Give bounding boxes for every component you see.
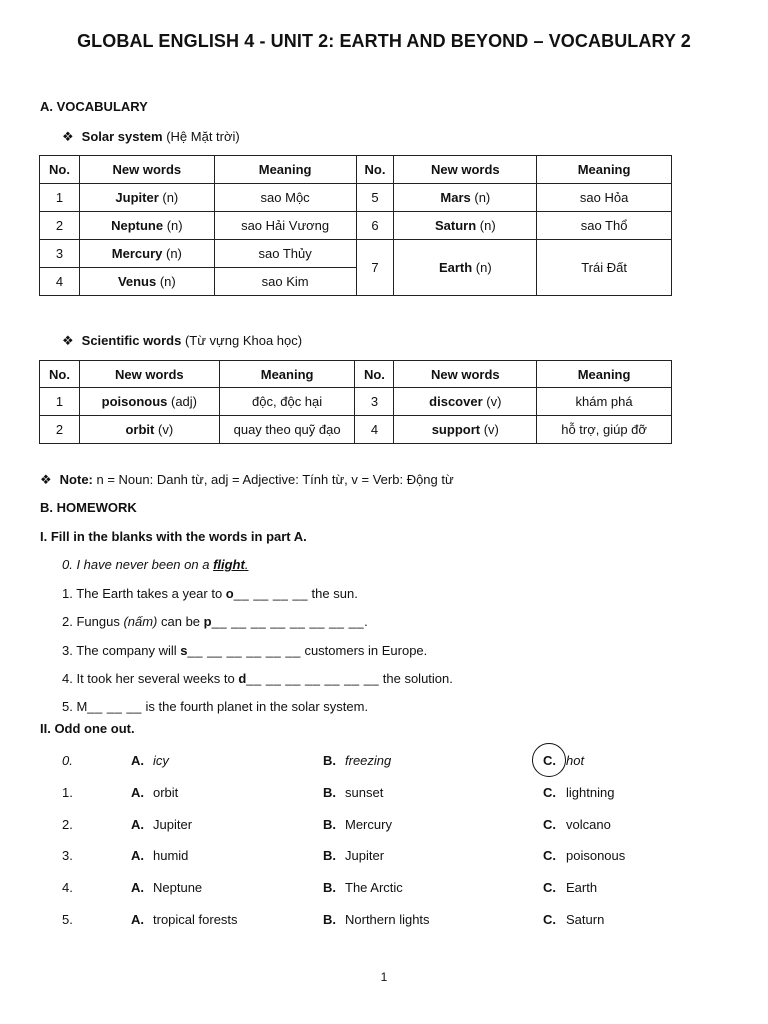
cell-meaning: sao Hải Vương <box>214 212 356 240</box>
option-letter-a: A. <box>131 912 144 927</box>
odd-row <box>62 753 682 773</box>
page-number: 1 <box>380 970 388 984</box>
table-row <box>40 212 672 240</box>
option-letter-b: B. <box>323 753 336 768</box>
row-number: 3. <box>62 848 73 863</box>
option-a: orbit <box>153 785 179 800</box>
heading-bold: Solar system <box>81 129 163 144</box>
scientific-words-table <box>39 360 672 444</box>
cell-meaning: sao Thổ <box>537 212 672 240</box>
cell-no: 4 <box>40 268 80 296</box>
header-no: No. <box>40 361 80 388</box>
fill-item-5: 5. M__ __ __ is the fourth planet in the solar system. <box>62 699 369 714</box>
cell-word: Mars (n) <box>394 184 537 212</box>
option-letter-b: B. <box>323 785 336 800</box>
odd-row <box>62 785 682 805</box>
table-row <box>40 416 672 444</box>
section-b-heading: B. HOMEWORK <box>40 500 137 515</box>
cell-no: 4 <box>355 416 394 444</box>
option-a: icy <box>153 753 169 768</box>
option-b: The Arctic <box>345 880 403 895</box>
option-c: poisonous <box>566 848 626 863</box>
row-number: 4. <box>62 880 73 895</box>
example-answer: flight <box>213 557 245 572</box>
cell-word: orbit (v) <box>79 416 219 444</box>
option-letter-a: A. <box>131 817 144 832</box>
option-b: Jupiter <box>345 848 385 863</box>
option-c: Earth <box>566 880 598 895</box>
option-letter-b: B. <box>323 817 336 832</box>
odd-row <box>62 817 682 837</box>
option-b: sunset <box>345 785 384 800</box>
cell-word: Earth (n) <box>394 240 537 296</box>
cell-word: Saturn (n) <box>394 212 537 240</box>
cell-meaning: sao Kim <box>214 268 356 296</box>
option-b: Mercury <box>345 817 392 832</box>
option-letter-c: C. <box>543 817 556 832</box>
header-new-words: New words <box>79 156 214 184</box>
diamond-bullet-icon: ❖ <box>40 472 52 487</box>
option-b: Northern lights <box>345 912 430 927</box>
header-no: No. <box>40 156 80 184</box>
fill-item-3: 3. The company will s__ __ __ __ __ __ customers in Europe. <box>62 643 428 658</box>
cell-word: Venus (n) <box>79 268 214 296</box>
part2-heading: II. Odd one out. <box>40 721 135 736</box>
option-letter-c: C. <box>543 753 556 768</box>
note-text: n = Noun: Danh từ, adj = Adjective: Tính từ, v = Verb: Động từ <box>92 472 454 487</box>
option-a: Neptune <box>153 880 203 895</box>
answer-circle <box>532 743 566 777</box>
cell-no: 3 <box>355 388 394 416</box>
note-label: Note: <box>59 472 93 487</box>
cell-meaning: khám phá <box>537 388 672 416</box>
header-meaning: Meaning <box>537 361 672 388</box>
option-letter-a: A. <box>131 753 144 768</box>
fill-item-1: 1. The Earth takes a year to o__ __ __ __ the sun. <box>62 586 358 601</box>
header-no: No. <box>355 361 394 388</box>
row-number: 2. <box>62 817 73 832</box>
cell-word: discover (v) <box>394 388 537 416</box>
cell-meaning: sao Hỏa <box>537 184 672 212</box>
table-row <box>40 388 672 416</box>
cell-no: 1 <box>40 184 80 212</box>
header-meaning: Meaning <box>537 156 672 184</box>
option-a: humid <box>153 848 189 863</box>
scientific-words-heading <box>62 333 302 349</box>
header-no: No. <box>356 156 394 184</box>
cell-word: support (v) <box>394 416 537 444</box>
header-new-words: New words <box>394 156 537 184</box>
cell-no: 7 <box>356 240 394 296</box>
row-number: 1. <box>62 785 73 800</box>
table-row <box>40 240 672 268</box>
option-letter-c: C. <box>543 912 556 927</box>
cell-meaning: hỗ trợ, giúp đỡ <box>537 416 672 444</box>
option-b: freezing <box>345 753 392 768</box>
option-letter-a: A. <box>131 848 144 863</box>
option-letter-b: B. <box>323 848 336 863</box>
header-meaning: Meaning <box>214 156 356 184</box>
heading-rest: (Hệ Mặt trời) <box>162 129 240 144</box>
cell-no: 1 <box>40 388 80 416</box>
cell-word: Jupiter (n) <box>79 184 214 212</box>
cell-meaning: độc, độc hại <box>219 388 355 416</box>
cell-meaning: sao Mộc <box>214 184 356 212</box>
option-letter-b: B. <box>323 880 336 895</box>
option-letter-c: C. <box>543 880 556 895</box>
part1-heading: I. Fill in the blanks with the words in part A. <box>40 529 307 544</box>
header-new-words: New words <box>394 361 537 388</box>
option-a: tropical forests <box>153 912 238 927</box>
cell-meaning: sao Thủy <box>214 240 356 268</box>
row-number: 0. <box>62 753 73 768</box>
option-letter-c: C. <box>543 785 556 800</box>
header-new-words: New words <box>79 361 219 388</box>
cell-word: Mercury (n) <box>79 240 214 268</box>
odd-row <box>62 848 682 868</box>
table-header-row <box>40 156 672 184</box>
cell-no: 3 <box>40 240 80 268</box>
cell-word: poisonous (adj) <box>79 388 219 416</box>
option-letter-a: A. <box>131 785 144 800</box>
example-suffix: . <box>244 557 249 572</box>
diamond-bullet-icon: ❖ <box>62 333 74 348</box>
row-number: 5. <box>62 912 73 927</box>
example-sentence <box>62 557 248 572</box>
diamond-bullet-icon: ❖ <box>62 129 74 144</box>
cell-no: 2 <box>40 416 80 444</box>
odd-row <box>62 880 682 900</box>
heading-rest: (Từ vựng Khoa học) <box>181 333 303 348</box>
heading-bold: Scientific words <box>81 333 182 348</box>
cell-no: 6 <box>356 212 394 240</box>
cell-no: 2 <box>40 212 80 240</box>
fill-item-2: 2. Fungus (nấm) can be p__ __ __ __ __ __ __ __. <box>62 614 368 629</box>
option-c: Saturn <box>566 912 605 927</box>
cell-word: Neptune (n) <box>79 212 214 240</box>
fill-item-4: 4. It took her several weeks to d__ __ __ __ __ __ __ the solution. <box>62 671 453 686</box>
cell-no: 5 <box>356 184 394 212</box>
option-letter-a: A. <box>131 880 144 895</box>
solar-system-heading <box>62 129 240 145</box>
odd-row <box>62 912 682 932</box>
section-a-heading: A. VOCABULARY <box>40 99 148 114</box>
table-header-row <box>40 361 672 388</box>
header-meaning: Meaning <box>219 361 355 388</box>
option-letter-b: B. <box>323 912 336 927</box>
option-c: hot <box>566 753 585 768</box>
cell-meaning: quay theo quỹ đạo <box>219 416 355 444</box>
note-line <box>40 472 454 488</box>
option-c: volcano <box>566 817 611 832</box>
cell-meaning: Trái Đất <box>537 240 672 296</box>
option-letter-c: C. <box>543 848 556 863</box>
option-a: Jupiter <box>153 817 193 832</box>
solar-system-table <box>39 155 672 296</box>
page-title: GLOBAL ENGLISH 4 - UNIT 2: EARTH AND BEYOND – VOCABULARY 2 <box>77 31 691 51</box>
example-prefix: 0. I have never been on a <box>62 557 214 572</box>
option-c: lightning <box>566 785 615 800</box>
table-row <box>40 184 672 212</box>
